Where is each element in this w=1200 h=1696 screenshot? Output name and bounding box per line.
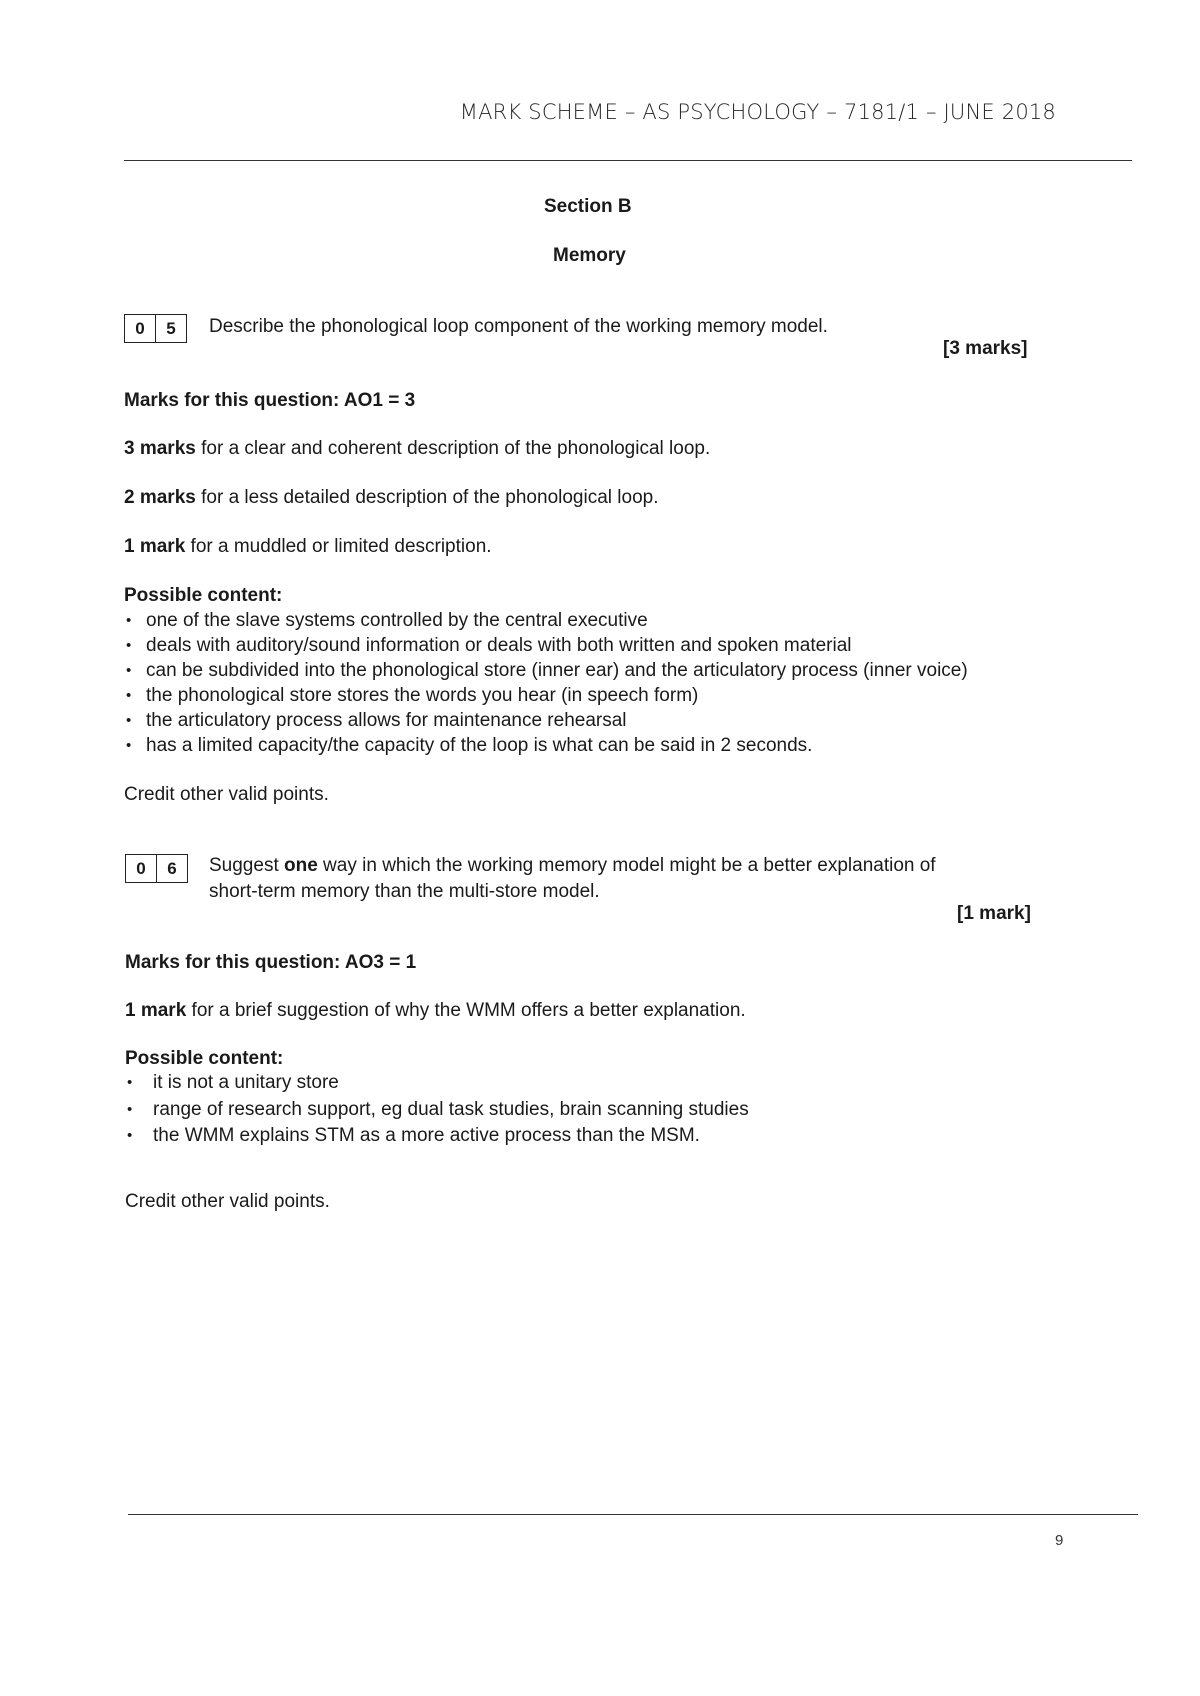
list-item: • the WMM explains STM as a more active process than the MSM. (125, 1123, 1125, 1150)
q06-level-1 (125, 998, 746, 1023)
list-item: • one of the slave systems controlled by the central executive (124, 608, 1124, 633)
question-05-marks: [3 marks] (943, 338, 1028, 359)
question-text-pre: Suggest (209, 855, 284, 876)
q05-level-3 (124, 436, 710, 461)
list-item: • deals with auditory/sound information or deals with both written and spoken material (124, 633, 1124, 658)
q05-marks-heading: Marks for this question: AO1 = 3 (124, 390, 416, 411)
level-marks: 1 mark (125, 1000, 187, 1021)
question-digit: 0 (135, 319, 145, 338)
q06-credit: Credit other valid points. (125, 1191, 330, 1212)
header-title: MARK SCHEME – AS PSYCHOLOGY – 7181/1 – JUNE 2018 (459, 100, 1056, 124)
footer-rule (128, 1514, 1138, 1515)
level-text: for a brief suggestion of why the WMM offers a better explanation. (186, 1000, 746, 1021)
q06-bullet-list (125, 1070, 1125, 1150)
q05-credit: Credit other valid points. (124, 784, 329, 805)
level-marks: 1 mark (124, 536, 186, 557)
level-text: for a clear and coherent description of the phonological loop. (195, 438, 711, 459)
question-05-text: Describe the phonological loop component of the working memory model. (209, 316, 828, 337)
question-number-box-05 (124, 314, 187, 343)
q05-level-2 (124, 485, 658, 510)
section-title: Section B (544, 196, 632, 217)
list-item: • the articulatory process allows for maintenance rehearsal (124, 708, 1124, 733)
level-marks: 3 marks (124, 438, 196, 459)
level-text: for a less detailed description of the phonological loop. (195, 487, 659, 508)
list-item: • can be subdivided into the phonological store (inner ear) and the articulatory process (inner voice) (124, 658, 1124, 683)
section-subtitle: Memory (553, 245, 626, 266)
question-06-marks: [1 mark] (957, 903, 1031, 924)
q05-level-1 (124, 534, 492, 559)
question-text-post: way in which the working memory model might be a better explanation of (317, 855, 936, 876)
question-digit: 5 (155, 315, 186, 342)
list-item: • range of research support, eg dual task studies, brain scanning studies (125, 1097, 1125, 1124)
q06-possible-heading: Possible content: (125, 1048, 284, 1069)
q05-possible-heading: Possible content: (124, 585, 283, 606)
header-rule (124, 160, 1132, 161)
question-06-text (209, 853, 936, 878)
q05-bullet-list (124, 608, 1124, 758)
list-item: • it is not a unitary store (125, 1070, 1125, 1097)
question-number-box-06 (125, 854, 188, 883)
level-text: for a muddled or limited description. (185, 536, 492, 557)
level-marks: 2 marks (124, 487, 196, 508)
question-text-emphasis: one (284, 855, 318, 876)
page-number: 9 (1055, 1532, 1064, 1549)
question-digit: 6 (156, 855, 187, 882)
q06-marks-heading: Marks for this question: AO3 = 1 (125, 952, 417, 973)
question-06-text-line2: short-term memory than the multi-store model. (209, 881, 600, 902)
list-item: • the phonological store stores the words you hear (in speech form) (124, 683, 1124, 708)
list-item: • has a limited capacity/the capacity of the loop is what can be said in 2 seconds. (124, 733, 1124, 758)
question-digit: 0 (136, 859, 146, 878)
